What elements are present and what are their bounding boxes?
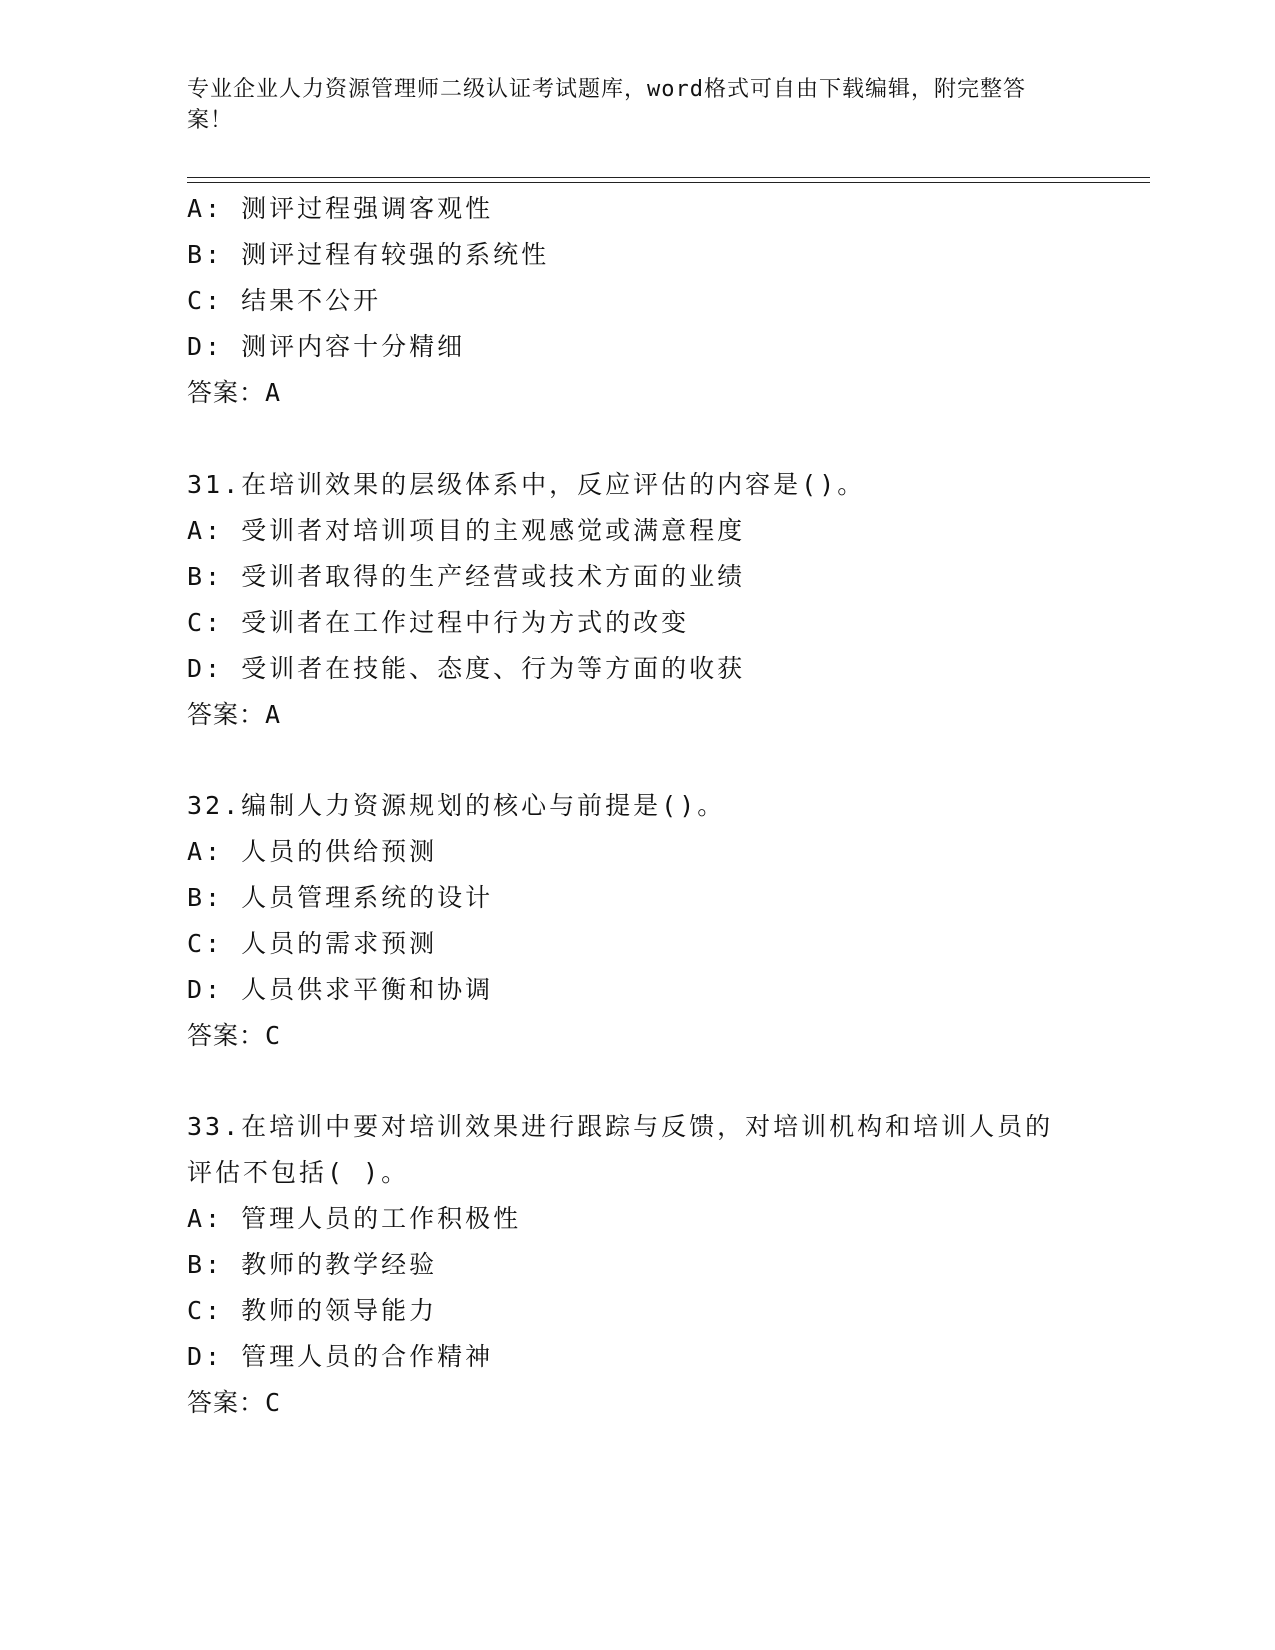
q31-option-a: A: 受训者对培训项目的主观感觉或满意程度 bbox=[187, 516, 746, 545]
q31-option-c: C: 受训者在工作过程中行为方式的改变 bbox=[187, 608, 690, 637]
q32-option-c: C: 人员的需求预测 bbox=[187, 929, 438, 958]
q32-option-d: D: 人员供求平衡和协调 bbox=[187, 975, 494, 1004]
question-33-block bbox=[187, 1104, 1187, 1426]
q31-option-b: B: 受训者取得的生产经营或技术方面的业绩 bbox=[187, 562, 746, 591]
question-30-block bbox=[187, 186, 1187, 416]
q31-option-d: D: 受训者在技能、态度、行为等方面的收获 bbox=[187, 654, 746, 683]
q32-answer: 答案：C bbox=[187, 1021, 282, 1050]
q33-option-c: C: 教师的领导能力 bbox=[187, 1296, 438, 1325]
q33-option-a: A: 管理人员的工作积极性 bbox=[187, 1204, 522, 1233]
q30-answer: 答案：A bbox=[187, 378, 282, 407]
q33-answer: 答案：C bbox=[187, 1388, 282, 1417]
header-divider-top bbox=[187, 177, 1150, 178]
q32-stem: 32.编制人力资源规划的核心与前提是()。 bbox=[187, 791, 726, 820]
q30-option-d: D: 测评内容十分精细 bbox=[187, 332, 466, 361]
q32-option-a: A: 人员的供给预测 bbox=[187, 837, 438, 866]
q31-answer: 答案：A bbox=[187, 700, 282, 729]
q32-option-b: B: 人员管理系统的设计 bbox=[187, 883, 494, 912]
q30-option-b: B: 测评过程有较强的系统性 bbox=[187, 240, 550, 269]
q31-stem: 31.在培训效果的层级体系中，反应评估的内容是()。 bbox=[187, 470, 866, 499]
q33-option-b: B: 教师的教学经验 bbox=[187, 1250, 438, 1279]
q30-option-a: A: 测评过程强调客观性 bbox=[187, 194, 494, 223]
document-header: 专业企业人力资源管理师二级认证考试题库，word格式可自由下载编辑，附完整答案！ bbox=[187, 77, 1026, 133]
question-32-block bbox=[187, 783, 1187, 1059]
q33-option-d: D: 管理人员的合作精神 bbox=[187, 1342, 494, 1371]
header-divider-bottom bbox=[187, 182, 1150, 183]
q33-stem: 33.在培训中要对培训效果进行跟踪与反馈，对培训机构和培训人员的评估不包括( )。 bbox=[187, 1112, 1054, 1187]
q30-option-c: C: 结果不公开 bbox=[187, 286, 382, 315]
question-31-block bbox=[187, 462, 1187, 738]
